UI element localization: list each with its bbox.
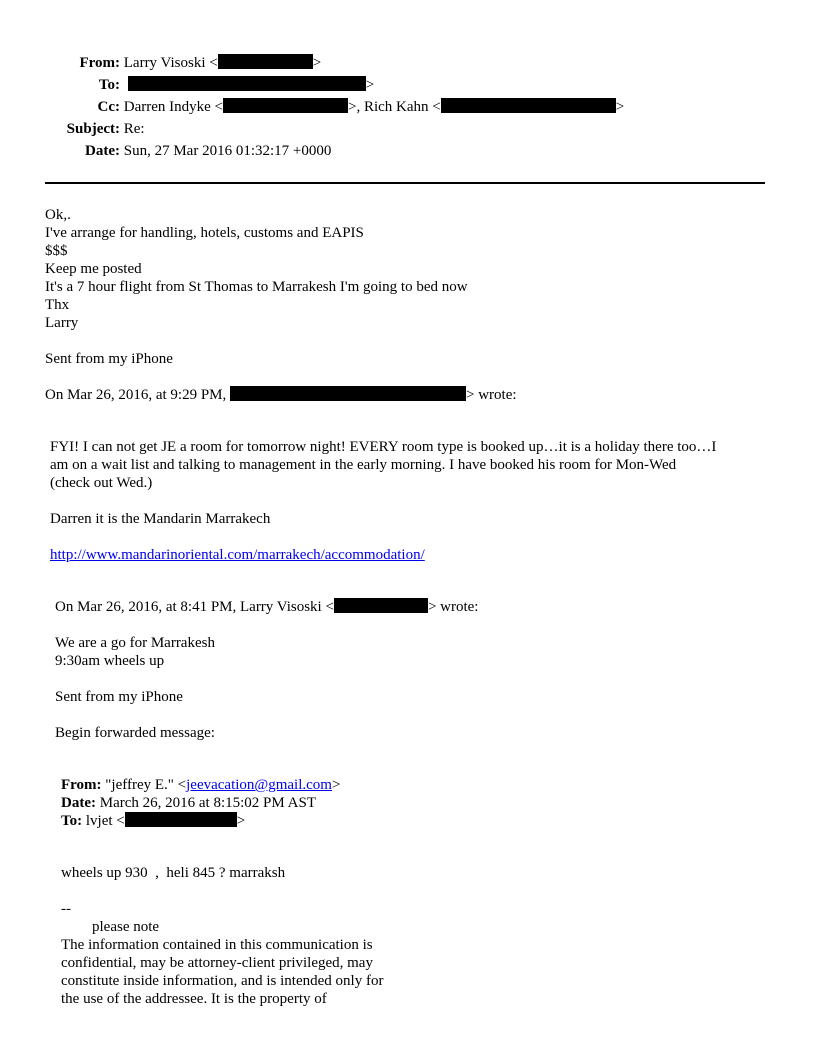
from-close: > [312, 55, 322, 71]
from-value: Larry Visoski < [123, 55, 218, 71]
from-label: From: [79, 55, 120, 71]
quote-intro-suffix: > wrote: [427, 599, 479, 615]
quote-line: (check out Wed.) [50, 475, 153, 491]
fwd-from-close: > [331, 777, 341, 793]
fwd-date-value: March 26, 2016 at 8:15:02 PM AST [99, 795, 316, 811]
fwd-message-text: wheels up 930 , heli 845 ? marraksh [61, 865, 286, 881]
quote-line: Darren it is the Mandarin Marrakech [50, 511, 271, 527]
header-subject-row [45, 120, 145, 138]
subject-label: Subject: [66, 121, 120, 137]
fwd-date-label: Date: [61, 795, 96, 811]
quote-intro-prefix: On Mar 26, 2016, at 8:41 PM, Larry Visoski < [55, 599, 334, 615]
header-to-row [45, 76, 374, 94]
redaction-block [230, 386, 466, 401]
fwd-to-close: > [236, 813, 246, 829]
redaction-block [128, 76, 366, 91]
cc-mid: >, Rich Kahn < [348, 99, 441, 115]
sent-from-signature: Sent from my iPhone [55, 689, 183, 705]
quote-line: 9:30am wheels up [55, 653, 165, 669]
quote-line: We are a go for Marrakesh [55, 635, 215, 651]
body-line: It's a 7 hour flight from St Thomas to Marrakesh I'm going to bed now [45, 279, 468, 295]
quote-intro-prefix: On Mar 26, 2016, at 9:29 PM, [45, 387, 227, 403]
header-from-row [45, 54, 321, 72]
disclaimer-line: the use of the addressee. It is the property of [61, 991, 327, 1007]
date-value: Sun, 27 Mar 2016 01:32:17 +0000 [123, 143, 332, 159]
disclaimer-line: constitute inside information, and is intended only for [61, 973, 384, 989]
fwd-from-value: "jeffrey E." < [105, 777, 187, 793]
fwd-to-value: lvjet < [85, 813, 125, 829]
sent-from-signature: Sent from my iPhone [45, 351, 173, 367]
fwd-from-label: From: [61, 777, 102, 793]
forwarded-label: Begin forwarded message: [55, 725, 215, 741]
please-note: please note [92, 919, 160, 935]
disclaimer-line: The information contained in this communication is [61, 937, 373, 953]
fwd-from-row [61, 776, 340, 794]
fwd-to-row [61, 812, 245, 830]
body-line: Ok,. [45, 207, 71, 223]
cc-value: Darren Indyke < [123, 99, 224, 115]
date-label: Date: [85, 143, 120, 159]
body-line: I've arrange for handling, hotels, customs and EAPIS [45, 225, 364, 241]
redaction-block [218, 54, 313, 69]
disclaimer-line: confidential, may be attorney-client privileged, may [61, 955, 373, 971]
redaction-block [125, 812, 237, 827]
hotel-link-text[interactable]: http://www.mandarinoriental.com/marrakech/accommodation/ [50, 547, 425, 563]
quote-line: FYI! I can not get JE a room for tomorrow night! EVERY room type is booked up…it is a holiday there too…I [50, 439, 717, 455]
fwd-to-label: To: [61, 813, 83, 829]
header-cc-row [45, 98, 624, 116]
to-label: To: [98, 77, 120, 93]
header-date-row [45, 142, 331, 160]
quote-line: am on a wait list and talking to management in the early morning. I have booked his room for Mon-Wed [50, 457, 677, 473]
cc-close: > [615, 99, 625, 115]
redaction-block [441, 98, 616, 113]
redaction-block [334, 598, 428, 613]
signature-dashes: -- [61, 901, 71, 917]
quote-intro [55, 598, 478, 616]
body-line: Larry [45, 315, 79, 331]
body-line: Keep me posted [45, 261, 142, 277]
fwd-date-row [61, 794, 316, 812]
fwd-from-email[interactable]: jeevacation@gmail.com [186, 777, 332, 793]
hotel-link[interactable] [50, 546, 425, 564]
subject-value: Re: [123, 121, 145, 137]
quote-intro [45, 386, 517, 404]
redaction-block [223, 98, 348, 113]
quote-intro-suffix: > wrote: [466, 387, 517, 403]
body-line: Thx [45, 297, 70, 313]
header-divider [45, 182, 765, 184]
cc-label: Cc: [97, 99, 120, 115]
body-line: $$$ [45, 243, 68, 259]
to-close: > [365, 77, 375, 93]
